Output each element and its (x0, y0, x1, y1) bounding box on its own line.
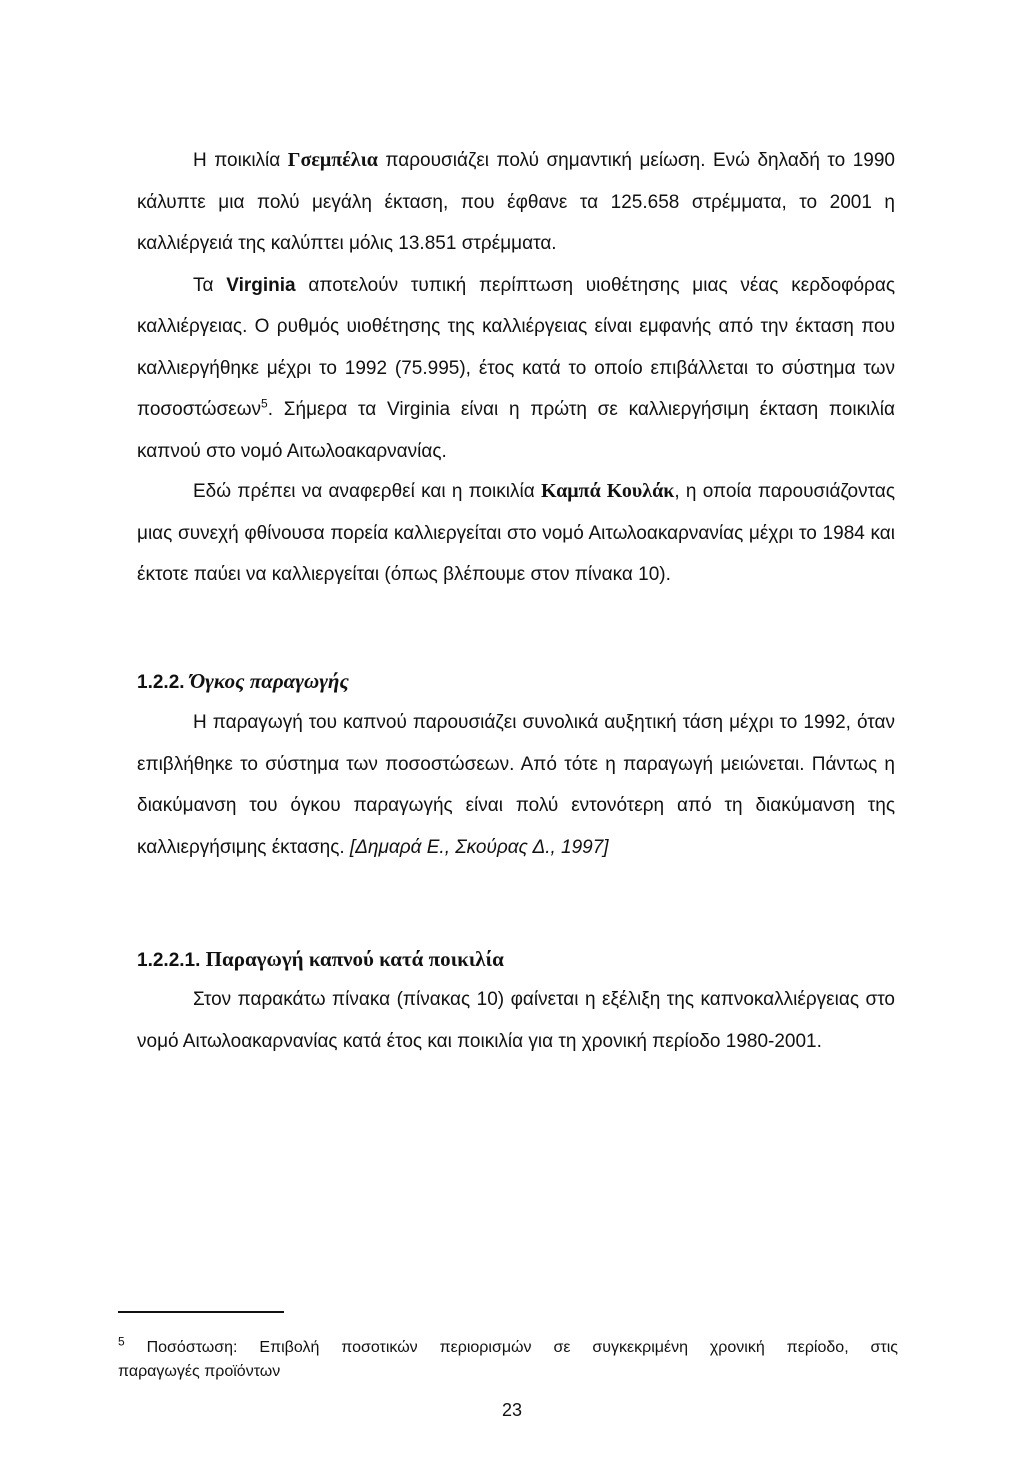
footnote-reference[interactable]: 5 (261, 396, 268, 411)
paragraph-text: . Σήμερα τα Virginia είναι η πρώτη σε καλλιεργήσιμη έκταση ποικιλία καπνού στο νομό Αιτωλοακαρνανίας. (137, 399, 895, 462)
section-number: 1.2.2.1. (137, 950, 201, 971)
paragraph-text: παρουσιάζει πολύ σημαντική μείωση. Ενώ δηλαδή το 1990 κάλυπτε μια πολύ μεγάλη έκταση, που έφθανε τα 125.658 στρέμματα, το 2001 η καλλιέργειά της καλύπτει μόλις 13.851 στρέμματα. (137, 150, 895, 254)
section-heading-production-by-variety (137, 944, 504, 976)
citation: [Δημαρά Ε., Σκούρας Δ., 1997] (349, 836, 609, 858)
footnote (118, 1336, 898, 1360)
paragraph-text: Η παραγωγή του καπνού παρουσιάζει συνολικά αυξητική τάση μέχρι το 1992, όταν επιβλήθηκε το σύστημα των ποσοστώσεων. Από τότε η παραγωγή μειώνεται. Πάντως η διακύμανση του όγκου παραγωγής είναι πολύ εντονότερη από τη διακύμανση της καλλιεργήσιμης έκτασης. (137, 712, 895, 858)
variety-name-tsebelia: Γσεμπέλια (287, 149, 378, 171)
paragraph-text: Τα (193, 274, 227, 296)
section-title: Παραγωγή καπνού κατά ποικιλία (205, 947, 504, 971)
paragraph-text: , η οποία παρουσιάζοντας μιας συνεχή φθίνουσα πορεία καλλιεργείται στο νομό Αιτωλοακαρνανίας μέχρι το 1984 και έκτοτε παύει να καλλιεργείται (όπως βλέπουμε στον πίνακα 10). (137, 481, 895, 585)
footnote-text: Ποσόστωση: Επιβολή ποσοτικών περιορισμών σε συγκεκριμένη χρονική περίοδο, στις (146, 1339, 898, 1356)
paragraph-production-by-variety (137, 979, 895, 1062)
paragraph-text: Εδώ πρέπει να αναφερθεί και η ποικιλία (193, 481, 541, 502)
paragraph-kampa-koulak (137, 471, 895, 596)
footnote-separator (118, 1311, 284, 1313)
variety-name-kampa-koulak: Καμπά Κουλάκ (540, 480, 675, 502)
footnote-text-continued: παραγωγές προϊόντων (118, 1363, 281, 1380)
paragraph-text: Στον παρακάτω πίνακα (πίνακας 10) φαίνεται η εξέλιξη της καπνοκαλλιέργειας στο νομό Αιτωλοακαρνανίας κατά έτος και ποικιλία για τη χρονική περίοδο 1980-2001. (137, 989, 895, 1052)
section-title: Όγκος παραγωγής (189, 669, 349, 693)
variety-name-virginia: Virginia (226, 274, 296, 296)
paragraph-production-volume (137, 702, 895, 868)
footnote-mark: 5 (118, 1334, 125, 1349)
section-number: 1.2.2. (137, 672, 185, 693)
paragraph-text: αποτελούν τυπική περίπτωση υιοθέτησης μιας νέας κερδοφόρας καλλιέργειας. Ο ρυθμός υιοθέτησης της καλλιέργειας είναι εμφανής από την έκταση που καλλιεργήθηκε μέχρι το 1992 (75.995), έτος κατά το οποίο επιβάλλεται το σύστημα των ποσοστώσεων (137, 274, 895, 420)
paragraph-text: Η ποικιλία (193, 150, 288, 171)
paragraph-varieties (137, 140, 895, 472)
section-heading-production-volume (137, 666, 349, 698)
page-number: 23 (501, 1400, 523, 1420)
